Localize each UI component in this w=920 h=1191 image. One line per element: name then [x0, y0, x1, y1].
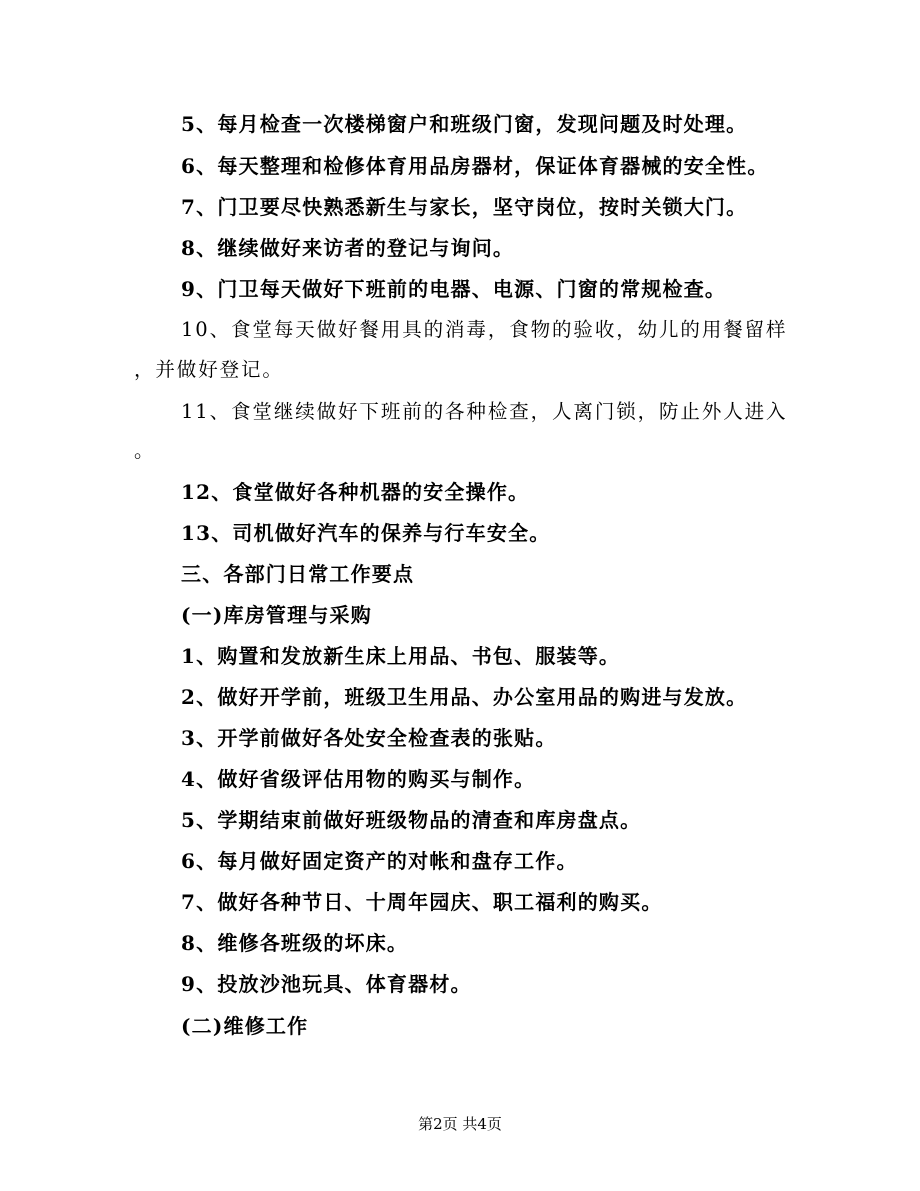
text-line: 1、购置和发放新生床上用品、书包、服装等。	[181, 644, 621, 668]
text-line: 4、做好省级评估用物的购买与制作。	[181, 767, 536, 791]
text-line: 7、做好各种节日、十周年园庆、职工福利的购买。	[181, 890, 663, 914]
text-line: 2、做好开学前，班级卫生用品、办公室用品的购进与发放。	[181, 685, 748, 709]
text-line: 9、投放沙池玩具、体育器材。	[181, 972, 472, 996]
text-line: 11、食堂继续做好下班前的各种检查，人离门锁，防止外人进入	[181, 400, 788, 423]
text-line: 13、司机做好汽车的保养与行车安全。	[181, 521, 551, 545]
text-line: 9、门卫每天做好下班前的电器、电源、门窗的常规检查。	[181, 277, 727, 301]
section-heading: 三、各部门日常工作要点	[181, 562, 415, 586]
subsection-heading: (二)维修工作	[181, 1014, 309, 1038]
text-line: 6、每月做好固定资产的对帐和盘存工作。	[181, 849, 578, 873]
text-line: 5、学期结束前做好班级物品的清查和库房盘点。	[181, 808, 642, 832]
subsection-heading: (一)库房管理与采购	[181, 603, 372, 627]
text-line: ，并做好登记。	[134, 358, 284, 381]
text-line: 5、每月检查一次楼梯窗户和班级门窗，发现问题及时处理。	[181, 112, 748, 136]
text-line: 。	[134, 439, 156, 462]
text-line: 8、维修各班级的坏床。	[181, 931, 409, 955]
text-line: 3、开学前做好各处安全检查表的张贴。	[181, 726, 557, 750]
text-line: 6、每天整理和检修体育用品房器材，保证体育器械的安全性。	[181, 154, 769, 178]
text-line: 12、食堂做好各种机器的安全操作。	[181, 480, 530, 504]
page-number: 第2页 共4页	[418, 1115, 502, 1133]
text-line: 7、门卫要尽快熟悉新生与家长，坚守岗位，按时关锁大门。	[181, 195, 748, 219]
text-line: 10、食堂每天做好餐用具的消毒，食物的验收，幼儿的用餐留样	[181, 318, 788, 341]
text-line: 8、继续做好来访者的登记与询问。	[181, 236, 515, 260]
